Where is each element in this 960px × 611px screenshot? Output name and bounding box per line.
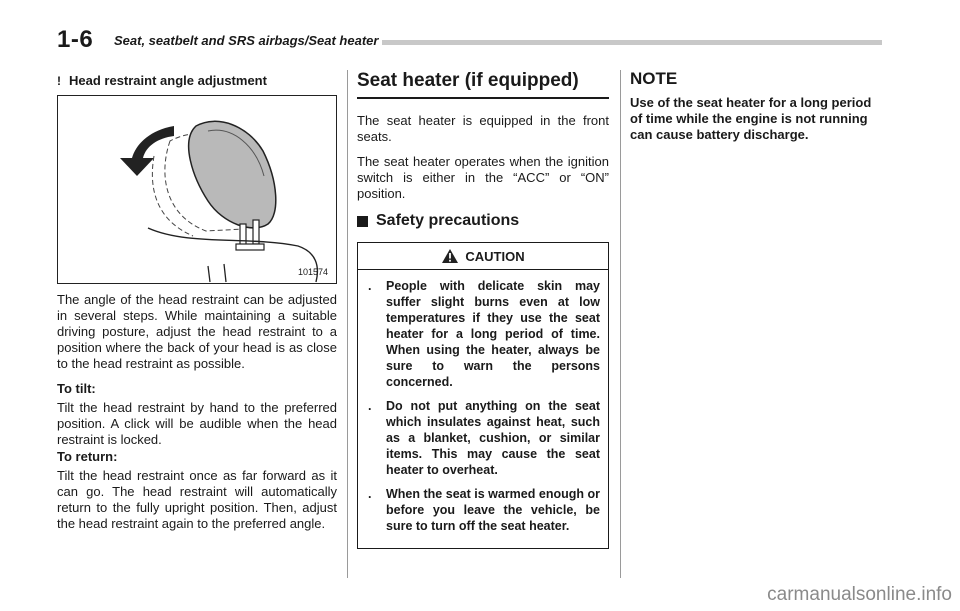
column-head-restraint	[57, 73, 337, 541]
caution-title: CAUTION	[465, 248, 525, 264]
column-note	[630, 69, 884, 143]
return-label: To return:	[57, 449, 118, 464]
head-restraint-figure	[57, 95, 337, 284]
section-rule	[357, 97, 609, 99]
tilt-text: Tilt the head restraint by hand to the preferred position. A click will be audible when the head restraint is locked.	[57, 400, 337, 447]
caution-body	[358, 270, 608, 548]
page-title: Seat, seatbelt and SRS airbags/Seat heater	[114, 33, 379, 48]
head-restraint-heading-text: Head restraint angle adjustment	[69, 73, 267, 88]
figure-id: 101574	[297, 267, 328, 277]
caution-box	[357, 242, 609, 549]
safety-precautions-text: Safety precautions	[376, 212, 520, 229]
caution-item	[366, 398, 600, 478]
caution-item-text: Do not put anything on the seat which insulates against heat, such as a blanket, cushion, or similar items. This may cause the seat heater to overheat.	[386, 399, 600, 477]
bullet-dot-icon: .	[368, 399, 372, 413]
section-title: Seat heater (if equipped)	[357, 70, 579, 91]
note-text: Use of the seat heater for a long period of time while the engine is not running can cause battery discharge.	[630, 95, 872, 142]
head-restraint-shape	[189, 121, 276, 228]
column-seat-heater	[357, 69, 609, 549]
safety-precautions-heading	[357, 212, 609, 230]
caution-item-text: When the seat is warmed enough or before you leave the vehicle, be sure to turn off the seat heater.	[386, 487, 600, 533]
warning-triangle-icon	[441, 248, 459, 264]
head-restraint-illustration	[58, 96, 336, 283]
bullet-dot-icon: .	[368, 279, 372, 293]
watermark: carmanualsonline.info	[767, 584, 952, 605]
head-restraint-description: The angle of the head restraint can be adjusted in several steps. While maintaining a suitable driving posture, adjust the head restraint to a position where the back of your head is as close to the head restraint as possible.	[57, 292, 337, 371]
heading-marker: !	[57, 74, 61, 88]
note-title: NOTE	[630, 69, 678, 88]
header-rule	[382, 40, 882, 45]
caution-item	[366, 278, 600, 390]
caution-item-text: People with delicate skin may suffer slight burns even at low temperatures if they use the seat heater for a long period of time. When using the heater, always be sure to warn the persons concerned.	[386, 279, 600, 389]
head-restraint-heading	[57, 73, 337, 89]
page-number: 1-6	[57, 26, 94, 53]
tilt-arrow-icon	[120, 126, 174, 176]
caution-header	[358, 243, 608, 270]
tilt-label: To tilt:	[57, 381, 96, 396]
column-divider-2	[620, 70, 621, 578]
bullet-dot-icon: .	[368, 487, 372, 501]
column-divider-1	[347, 70, 348, 578]
seat-heater-para-2: The seat heater operates when the ignition switch is either in the “ACC” or “ON” position.	[357, 154, 609, 201]
square-bullet-icon	[357, 216, 368, 227]
caution-item	[366, 486, 600, 534]
return-text: Tilt the head restraint once as far forward as it can go. The head restraint will automatically return to the fully upright position. Then, adjust the head restraint again to the preferred angle.	[57, 468, 337, 531]
seat-heater-para-1: The seat heater is equipped in the front seats.	[357, 113, 609, 144]
